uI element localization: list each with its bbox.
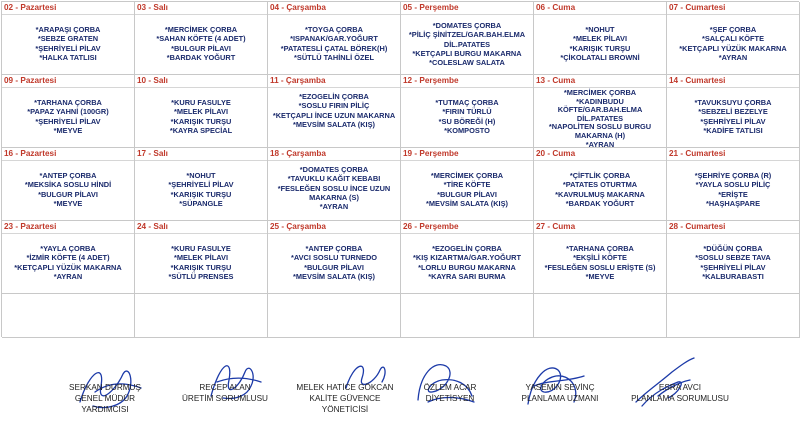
- day-header: 02 - Pazartesi: [2, 2, 134, 15]
- menu-item: *ÇİFTLİK ÇORBA: [569, 171, 631, 180]
- menu-item: *DÜĞÜN ÇORBA: [703, 244, 763, 253]
- menu-items: [135, 234, 267, 281]
- day-header: 27 - Cuma: [534, 221, 666, 234]
- menu-item: *SOSLU SEBZE TAVA: [695, 253, 771, 263]
- signatory: [495, 382, 625, 404]
- menu-item: *KETÇAPLI YÜZÜK MAKARNA: [679, 43, 787, 53]
- menu-item: *PİLİÇ ŞİNİTZEL/GAR.BAH.ELMA DİL.PATATES: [408, 30, 526, 49]
- signatory-title-line2: YÖNETİCİSİ: [321, 405, 369, 414]
- day-header: 25 - Çarşamba: [268, 221, 400, 234]
- menu-item: *BULGUR PİLAVI: [38, 189, 98, 199]
- menu-item: *TARHANA ÇORBA: [34, 98, 102, 107]
- menu-items: [268, 15, 400, 62]
- menu-item: *KETÇAPLI İNCE UZUN MAKARNA: [272, 110, 396, 120]
- menu-items: [667, 88, 799, 135]
- day-header: 20 - Cuma: [534, 148, 666, 161]
- menu-item: *MELEK PİLAVI: [173, 107, 229, 117]
- signature-block: [0, 352, 800, 431]
- menu-item: *KARIŞIK TURŞU: [170, 262, 232, 272]
- day-cell: [135, 148, 268, 221]
- menu-item: *TUTMAÇ ÇORBA: [435, 98, 499, 107]
- menu-item: *NOHUT: [585, 25, 615, 34]
- signatory-title: GENEL MÜDÜR: [74, 394, 136, 403]
- day-header: 28 - Cumartesi: [667, 221, 799, 234]
- day-cell: [268, 148, 401, 221]
- day-cell: [401, 2, 534, 75]
- menu-items: [268, 88, 400, 129]
- menu-item: *ERİŞTE: [718, 189, 748, 199]
- day-cell: [667, 75, 800, 148]
- day-cell: [135, 221, 268, 294]
- menu-item: *ŞEHRİYELİ PİLAV: [35, 116, 101, 126]
- menu-item: *KARIŞIK TURŞU: [170, 189, 232, 199]
- menu-item: *SÜTLÜ PRENSES: [168, 271, 234, 281]
- menu-item: *PAPAZ YAHNİ (100GR): [27, 107, 109, 117]
- menu-item: *TAVUKSUYU ÇORBA: [694, 98, 772, 107]
- menu-item: *FIRIN TÜRLÜ: [442, 107, 492, 117]
- menu-item: *KURU FASULYE: [171, 98, 231, 107]
- menu-item: *MEYVE: [585, 271, 615, 281]
- menu-item: *KOMPOSTO: [444, 125, 490, 135]
- day-cell: [135, 2, 268, 75]
- day-cell: [2, 221, 135, 294]
- day-cell: [135, 75, 268, 148]
- menu-items: [534, 15, 666, 62]
- day-header: 14 - Cumartesi: [667, 75, 799, 88]
- menu-item: *MERCİMEK ÇORBA: [430, 171, 504, 180]
- menu-items: [135, 15, 267, 62]
- signatory: [610, 382, 750, 404]
- menu-item: *ŞEHRİYELİ PİLAV: [700, 116, 766, 126]
- menu-item: *ANTEP ÇORBA: [39, 171, 97, 180]
- menu-item: *AYRAN: [718, 52, 748, 62]
- signatory-title: KALİTE GÜVENCE: [309, 394, 381, 403]
- menu-item: *AYRAN: [319, 202, 349, 212]
- menu-item: *KAVRULMUŞ MAKARNA: [555, 189, 645, 199]
- menu-item: *AVCI SOSLU TURNEDO: [290, 253, 378, 263]
- day-cell: [534, 221, 667, 294]
- menu-items: [401, 234, 533, 281]
- day-cell: [2, 2, 135, 75]
- signatory-title-line2: YARDIMCISI: [81, 405, 129, 414]
- menu-items: [401, 88, 533, 135]
- day-header: 26 - Perşembe: [401, 221, 533, 234]
- menu-item: *SÜTLÜ TAHİNLİ ÖZEL: [294, 52, 374, 62]
- menu-item: *KAYRA SARI BURMA: [428, 271, 506, 281]
- menu-item: *KADİFE TATLISI: [703, 125, 763, 135]
- menu-item: *FESLEĞEN SOSLU İNCE UZUN MAKARNA (S): [277, 183, 391, 202]
- menu-item: *BULGUR PİLAVI: [437, 189, 497, 199]
- menu-item: *KURU FASULYE: [171, 244, 231, 253]
- menu-item: *EZOGELİN ÇORBA: [432, 244, 502, 253]
- menu-item: *HALKA TATLISI: [39, 52, 97, 62]
- day-header: 11 - Çarşamba: [268, 75, 400, 88]
- menu-item: *MEVSİM SALATA (KIŞ): [293, 119, 375, 129]
- menu-item: *KAYRA SPECİAL: [169, 125, 233, 135]
- menu-item: *NAPOLİTEN SOSLU BURGU MAKARNA (H): [548, 122, 652, 140]
- menu-item: *ŞEHRİYELİ PİLAV: [35, 43, 101, 53]
- menu-item: *DOMATES ÇORBA: [299, 165, 369, 174]
- menu-item: *FESLEĞEN SOSLU ERİŞTE (S): [544, 262, 656, 272]
- menu-item: *ŞEHRİYE ÇORBA (R): [694, 171, 772, 180]
- empty-cell: [135, 294, 268, 338]
- day-cell: [268, 2, 401, 75]
- day-header: 21 - Cumartesi: [667, 148, 799, 161]
- menu-item: *TİRE KÖFTE: [443, 180, 491, 190]
- menu-item: *MERCİMEK ÇORBA: [164, 25, 238, 34]
- menu-item: *KARIŞIK TURŞU: [170, 116, 232, 126]
- signatory-name: SERKAN DURMUŞ: [69, 383, 141, 392]
- day-cell: [534, 148, 667, 221]
- day-header: 16 - Pazartesi: [2, 148, 134, 161]
- menu-item: *SEBZELİ BEZELYE: [698, 107, 768, 117]
- day-cell: [667, 2, 800, 75]
- menu-item: *ÇİKOLATALI BROWNİ: [560, 52, 640, 62]
- menu-item: *MERCİMEK ÇORBA: [563, 88, 637, 97]
- menu-item: *KARIŞIK TURŞU: [569, 43, 631, 53]
- day-header: 03 - Salı: [135, 2, 267, 15]
- day-header: 04 - Çarşamba: [268, 2, 400, 15]
- menu-item: *NOHUT: [186, 171, 216, 180]
- day-cell: [2, 148, 135, 221]
- day-cell: [268, 221, 401, 294]
- menu-item: *KETÇAPLI YÜZÜK MAKARNA: [14, 262, 122, 272]
- menu-item: *BULGUR PİLAVI: [171, 43, 231, 53]
- signatory-title: PLANLAMA SORUMLUSU: [631, 394, 729, 403]
- menu-item: *YAYLA ÇORBA: [40, 244, 96, 253]
- day-header: 17 - Salı: [135, 148, 267, 161]
- menu-item: *MEKSİKA SOSLU HİNDİ: [24, 180, 112, 190]
- day-header: 05 - Perşembe: [401, 2, 533, 15]
- menu-item: *MEYVE: [53, 198, 83, 208]
- menu-item: *ANTEP ÇORBA: [305, 244, 363, 253]
- empty-cell: [2, 294, 135, 338]
- signatory-title: DİYETİSYEN: [425, 394, 475, 403]
- menu-items: [534, 161, 666, 208]
- menu-calendar: [1, 1, 799, 337]
- menu-item: *MELEK PİLAVI: [173, 253, 229, 263]
- menu-item: *BARDAK YOĞURT: [166, 52, 236, 62]
- menu-item: *TOYGA ÇORBA: [305, 25, 363, 34]
- menu-item: *TARHANA ÇORBA: [566, 244, 634, 253]
- menu-item: *TAVUKLU KAĞIT KEBABI: [287, 174, 381, 184]
- day-cell: [401, 148, 534, 221]
- menu-item: *PATATESLİ ÇATAL BÖREK(H): [280, 43, 388, 53]
- menu-item: *MEVSİM SALATA (KIŞ): [293, 271, 375, 281]
- signatory-name: ESRA AVCI: [658, 383, 702, 392]
- day-header: 07 - Cumartesi: [667, 2, 799, 15]
- menu-items: [667, 234, 799, 281]
- menu-item: *SALÇALI KÖFTE: [702, 34, 764, 44]
- menu-items: [2, 88, 134, 135]
- menu-items: [401, 161, 533, 208]
- day-cell: [667, 221, 800, 294]
- menu-item: *ISPANAK/GAR.YOĞURT: [290, 34, 378, 44]
- menu-item: *BARDAK YOĞURT: [565, 198, 635, 208]
- menu-item: *DOMATES ÇORBA: [432, 21, 502, 30]
- menu-items: [135, 88, 267, 135]
- day-cell: [401, 221, 534, 294]
- signatory: [40, 382, 170, 415]
- menu-items: [268, 234, 400, 281]
- day-header: 12 - Perşembe: [401, 75, 533, 88]
- menu-item: *MEYVE: [53, 125, 83, 135]
- menu-item: *ARAPAŞI ÇORBA: [35, 25, 101, 34]
- menu-item: *ŞEHRİYELİ PİLAV: [700, 262, 766, 272]
- menu-item: *ŞEHRİYELİ PİLAV: [168, 180, 234, 190]
- menu-item: *YAYLA SOSLU PİLİÇ: [695, 180, 771, 190]
- empty-cell: [534, 294, 667, 338]
- menu-items: [534, 234, 666, 281]
- menu-item: *HAŞHAŞPARE: [705, 198, 761, 208]
- menu-item: *COLESLAW SALATA: [429, 58, 505, 68]
- day-header: 19 - Perşembe: [401, 148, 533, 161]
- menu-item: *KALBURABASTI: [702, 271, 764, 281]
- menu-item: *EKŞİLİ KÖFTE: [573, 253, 627, 263]
- menu-item: *SÜPANGLE: [179, 198, 223, 208]
- menu-item: *EZOGELİN ÇORBA: [299, 92, 369, 101]
- empty-cell: [268, 294, 401, 338]
- day-cell: [667, 148, 800, 221]
- day-header: 06 - Cuma: [534, 2, 666, 15]
- menu-item: *MELEK PİLAVI: [572, 34, 628, 44]
- signatory-name: ÖZLEM ACAR: [423, 383, 477, 392]
- day-header: 18 - Çarşamba: [268, 148, 400, 161]
- menu-item: *SEBZE GRATEN: [37, 34, 99, 44]
- day-cell: [2, 75, 135, 148]
- signatory-name: MELEK HATİCE GÖKCAN: [296, 383, 394, 392]
- day-header: 23 - Pazartesi: [2, 221, 134, 234]
- menu-items: [534, 88, 666, 148]
- day-header: 24 - Salı: [135, 221, 267, 234]
- menu-items: [2, 15, 134, 62]
- signatory-title: ÜRETİM SORUMLUSU: [182, 394, 268, 403]
- menu-item: *KETÇAPLI BURGU MAKARNA: [412, 48, 522, 58]
- menu-item: *SOSLU FIRIN PİLİÇ: [298, 101, 370, 111]
- menu-item: *SAHAN KÖFTE (4 ADET): [156, 34, 246, 44]
- menu-item: *KADINBUDU KÖFTE/GAR.BAH.ELMA DİL.PATATES: [557, 96, 643, 123]
- empty-cell: [667, 294, 800, 338]
- menu-item: *PATATES OTURTMA: [562, 180, 638, 190]
- menu-item: *AYRAN: [53, 271, 83, 281]
- menu-item: *ŞEF ÇORBA: [709, 25, 757, 34]
- day-cell: [534, 2, 667, 75]
- day-header: 09 - Pazartesi: [2, 75, 134, 88]
- signatory-name: YASEMİN SEVİNÇ: [525, 383, 595, 392]
- menu-items: [401, 15, 533, 67]
- menu-item: *LORLU BURGU MAKARNA: [418, 262, 516, 272]
- menu-item: *MEVSİM SALATA (KIŞ): [426, 198, 508, 208]
- menu-item: *BULGUR PİLAVI: [304, 262, 364, 272]
- menu-items: [2, 161, 134, 208]
- menu-items: [2, 234, 134, 281]
- menu-items: [667, 15, 799, 62]
- menu-item: *SU BÖREĞİ (H): [438, 116, 496, 126]
- day-cell: [268, 75, 401, 148]
- empty-cell: [401, 294, 534, 338]
- signatory-title: PLANLAMA UZMANI: [521, 394, 599, 403]
- signatory-name: RECEP ALAN: [199, 383, 251, 392]
- day-header: 10 - Salı: [135, 75, 267, 88]
- day-header: 13 - Cuma: [534, 75, 666, 88]
- day-cell: [534, 75, 667, 148]
- menu-item: *İZMİR KÖFTE (4 ADET): [26, 253, 110, 263]
- menu-items: [268, 161, 400, 211]
- menu-item: *AYRAN: [585, 139, 615, 148]
- day-cell: [401, 75, 534, 148]
- menu-items: [667, 161, 799, 208]
- menu-item: *KIŞ KIZARTMA/GAR.YOĞURT: [413, 253, 521, 263]
- menu-items: [135, 161, 267, 208]
